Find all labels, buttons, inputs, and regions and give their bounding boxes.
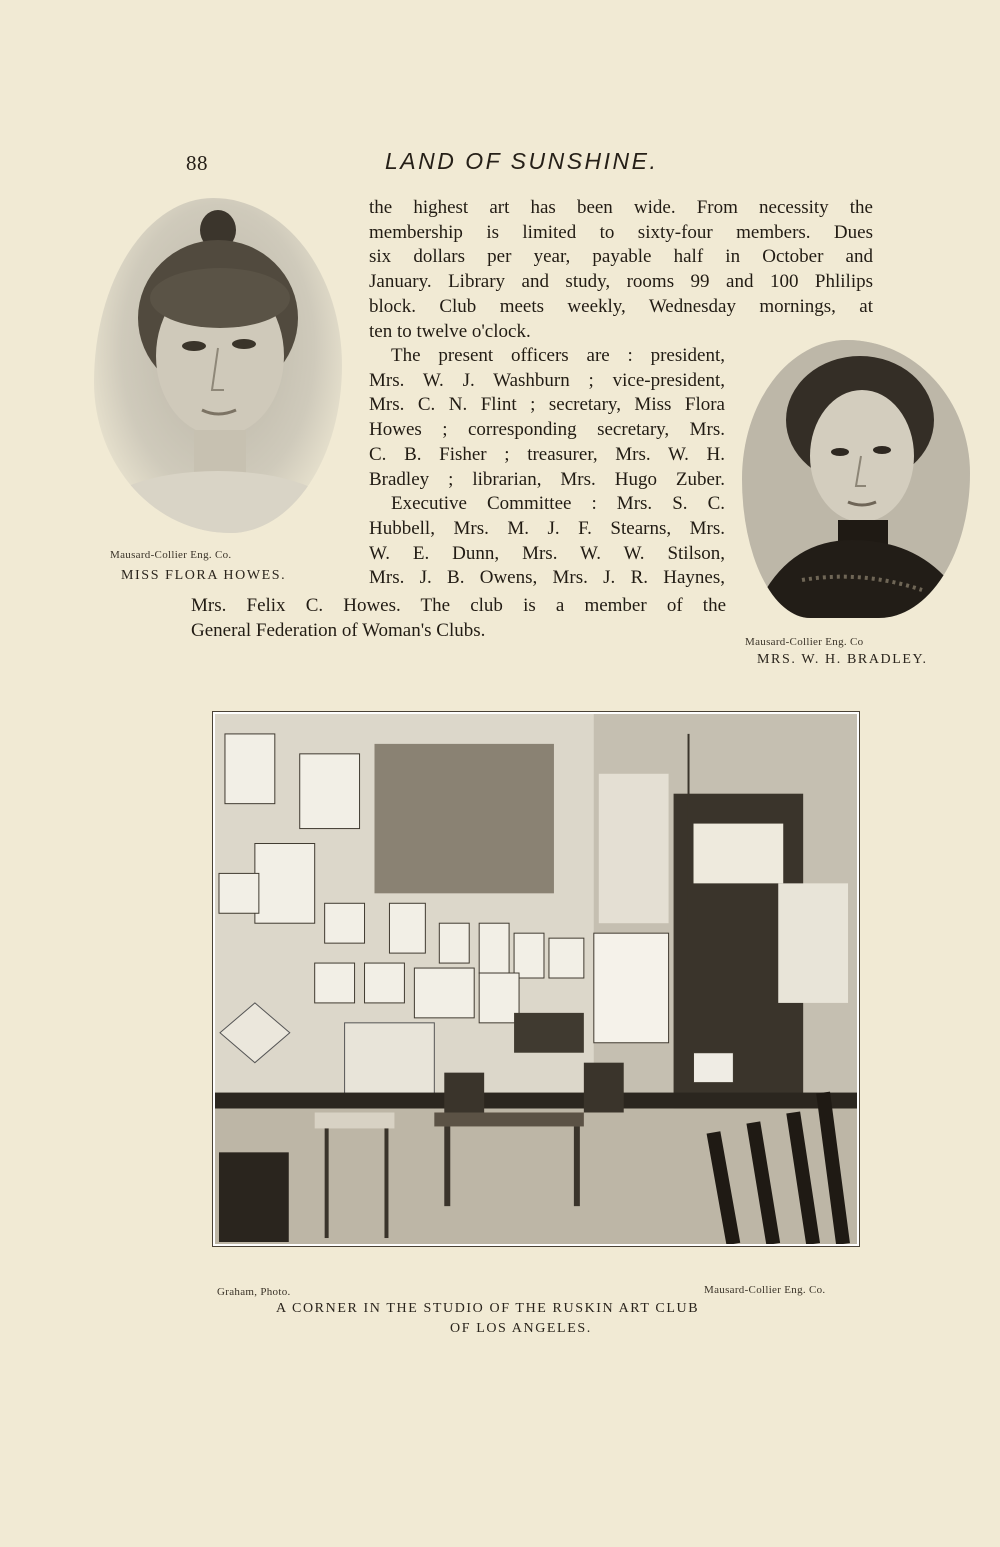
article-line: Howes ; corresponding secretary, Mrs. — [369, 419, 725, 441]
article-line: Hubbell, Mrs. M. J. F. Stearns, Mrs. — [369, 517, 725, 539]
article-line: C. B. Fisher ; treasurer, Mrs. W. H. — [369, 443, 725, 465]
article-line: ten to twelve o'clock. — [369, 320, 531, 342]
portrait-flora-howes — [94, 198, 342, 533]
portrait-right-caption: MRS. W. H. BRADLEY. — [757, 652, 928, 667]
page-number: 88 — [186, 151, 208, 175]
article-line: Mrs. J. B. Owens, Mrs. J. R. Haynes, — [369, 567, 725, 589]
running-head: LAND OF SUNSHINE. — [385, 148, 659, 174]
article-line: W. E. Dunn, Mrs. W. W. Stilson, — [369, 542, 725, 564]
article-line: The present officers are : president, — [391, 345, 725, 366]
article-line: Executive Committee : Mrs. S. C. — [391, 493, 725, 515]
portrait-left-credit: Mausard-Collier Eng. Co. — [110, 549, 232, 561]
article-line: General Federation of Woman's Clubs. — [191, 619, 486, 641]
article-narrow-block — [369, 344, 725, 591]
article-line: the highest art has been wide. From necessity the — [369, 197, 873, 218]
article-wide-block — [369, 196, 873, 344]
article-line: block. Club meets weekly, Wednesday mornings, at — [369, 295, 873, 317]
article-line: Mrs. Felix C. Howes. The club is a member of the — [191, 595, 726, 616]
studio-engraver-credit: Mausard-Collier Eng. Co. — [704, 1284, 826, 1296]
studio-photo-credit: Graham, Photo. — [217, 1286, 291, 1298]
portrait-right-credit: Mausard-Collier Eng. Co — [745, 636, 864, 648]
article-line: Mrs. W. J. Washburn ; vice-president, — [369, 369, 725, 391]
article-bottom-block — [191, 594, 726, 643]
studio-caption-line2: OF LOS ANGELES. — [450, 1321, 592, 1336]
portrait-left-caption: MISS FLORA HOWES. — [121, 568, 287, 583]
article-line: Bradley ; librarian, Mrs. Hugo Zuber. — [369, 468, 725, 490]
article-line: January. Library and study, rooms 99 and 100 Phlilips — [369, 271, 873, 293]
studio-caption-line1: A CORNER IN THE STUDIO OF THE RUSKIN ART CLUB — [276, 1301, 700, 1316]
article-line: Mrs. C. N. Flint ; secretary, Miss Flora — [369, 394, 725, 416]
studio-photograph — [212, 711, 860, 1247]
article-line: six dollars per year, payable half in October and — [369, 246, 873, 268]
portrait-mrs-bradley — [742, 340, 970, 618]
article-line: membership is limited to sixty-four members. Dues — [369, 221, 873, 243]
